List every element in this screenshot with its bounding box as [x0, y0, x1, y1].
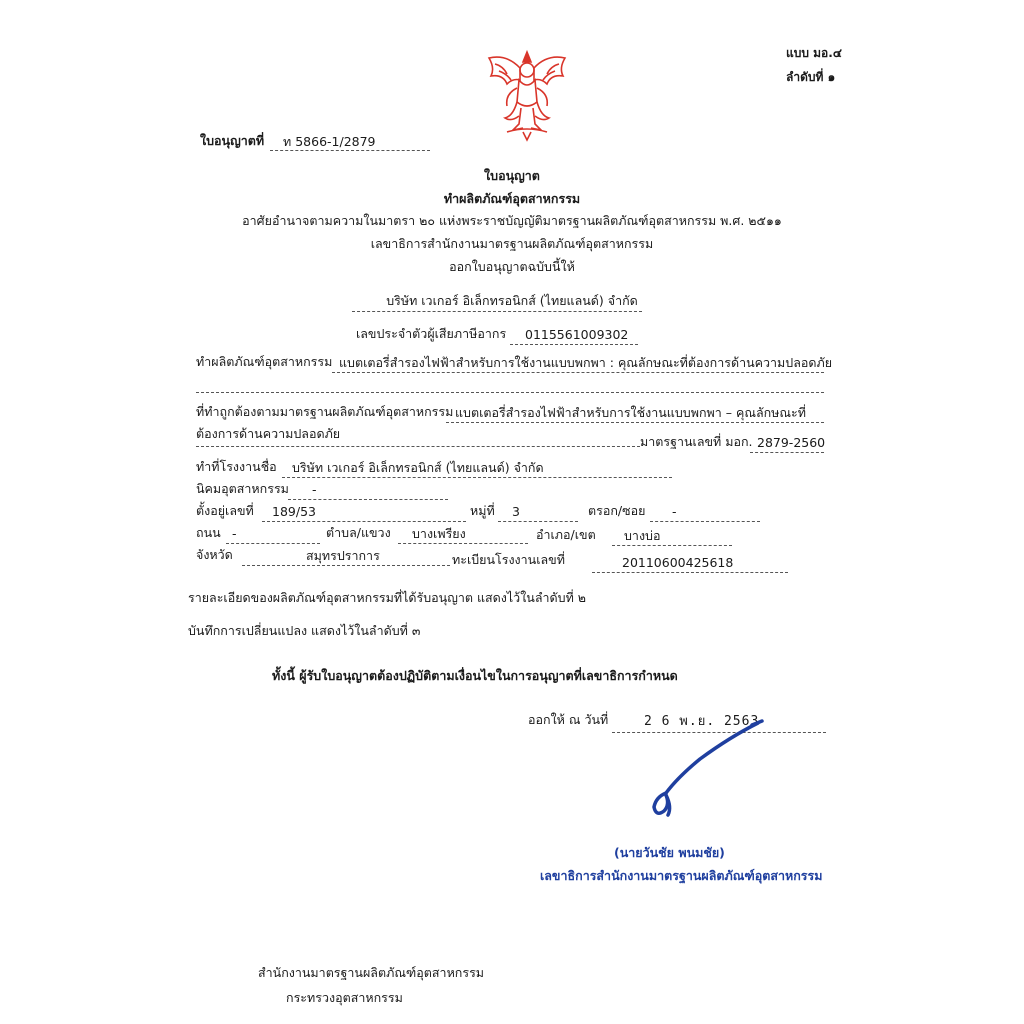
- garuda-emblem-icon: [477, 44, 577, 144]
- product-line: [332, 372, 824, 373]
- province-line: [242, 565, 450, 566]
- secretary-line: เลขาธิการสำนักงานมาตรฐานผลิตภัณฑ์อุตสาหกรรม: [370, 236, 654, 251]
- changes-note: บันทึกการเปลี่ยนแปลง แสดงไว้ในลำดับที่ ๓: [188, 623, 421, 638]
- reg-label: ทะเบียนโรงงานเลขที่: [452, 552, 565, 567]
- standard-value-2: ต้องการด้านความปลอดภัย: [196, 426, 341, 441]
- signer-name: (นายวันชัย พนมชัย): [614, 845, 725, 860]
- road-value: -: [232, 526, 237, 541]
- signature-image: [640, 715, 770, 825]
- reg-value: 20110600425618: [622, 555, 734, 570]
- doc-title: ใบอนุญาต: [484, 168, 540, 183]
- standard-no-value: 2879-2560: [757, 435, 826, 450]
- authority-line: อาศัยอำนาจตามความในมาตรา ๒๐ แห่งพระราชบัญญัติมาตรฐานผลิตภัณฑ์อุตสาหกรรม พ.ศ. ๒๕๑๑: [242, 213, 782, 228]
- addr-line: [262, 521, 466, 522]
- soi-line: [650, 521, 760, 522]
- factory-name-value: บริษัท เวเกอร์ อิเล็กทรอนิกส์ (ไทยแลนด์) จำกัด: [292, 460, 544, 475]
- province-label: จังหวัด: [196, 547, 233, 562]
- estate-value: -: [312, 482, 317, 497]
- moo-value: 3: [512, 504, 520, 519]
- issued-label: ออกให้ ณ วันที่: [528, 712, 609, 727]
- issued-date-stamp: 2 6 พ.ย. 2563: [644, 714, 760, 729]
- province-value: สมุทรปราการ: [306, 548, 380, 563]
- company-name: บริษัท เวเกอร์ อิเล็กทรอนิกส์ (ไทยแลนด์) จำกัด: [386, 293, 638, 308]
- standard-line-1: [446, 422, 824, 423]
- license-no-value: ท 5866-1/2879: [283, 134, 376, 149]
- tax-id-label: เลขประจำตัวผู้เสียภาษีอากร: [356, 326, 507, 341]
- standard-line-2: [196, 446, 640, 447]
- footer-office: สำนักงานมาตรฐานผลิตภัณฑ์อุตสาหกรรม: [258, 965, 485, 980]
- standard-value-1: แบตเตอรี่สำรองไฟฟ้าสำหรับการใช้งานแบบพกพา – คุณลักษณะที่: [455, 405, 806, 420]
- soi-label: ตรอก/ซอย: [588, 503, 646, 518]
- doc-subtitle: ทำผลิตภัณฑ์อุตสาหกรรม: [443, 191, 581, 206]
- tax-id-value: 0115561009302: [525, 327, 629, 342]
- soi-value: -: [672, 504, 677, 519]
- product-line-2: [196, 392, 824, 393]
- estate-line: [288, 499, 448, 500]
- addr-value: 189/53: [272, 504, 316, 519]
- addr-label: ตั้งอยู่เลขที่: [196, 503, 254, 518]
- license-no-line: [270, 150, 430, 151]
- signer-title: เลขาธิการสำนักงานมาตรฐานผลิตภัณฑ์อุตสาหกรรม: [540, 868, 823, 883]
- reg-line: [592, 572, 788, 573]
- moo-line: [498, 521, 578, 522]
- moo-label: หมู่ที่: [470, 503, 495, 518]
- standard-no-label: มาตรฐานเลขที่ มอก.: [640, 434, 753, 449]
- subdistrict-value: บางเพรียง: [412, 526, 466, 541]
- footer-ministry: กระทรวงอุตสาหกรรม: [286, 990, 403, 1005]
- condition-text: ทั้งนี้ ผู้รับใบอนุญาตต้องปฏิบัติตามเงื่อนไขในการอนุญาตที่เลขาธิการกำหนด: [272, 668, 678, 683]
- estate-label: นิคมอุตสาหกรรม: [196, 481, 289, 496]
- road-label: ถนน: [196, 525, 221, 540]
- factory-name-label: ทำที่โรงงานชื่อ: [196, 459, 277, 474]
- standard-label: ที่ทำถูกต้องตามมาตรฐานผลิตภัณฑ์อุตสาหกรรม: [196, 404, 454, 419]
- road-line: [226, 543, 320, 544]
- tax-id-line: [510, 344, 638, 345]
- issue-line: ออกใบอนุญาตฉบับนี้ให้: [449, 259, 575, 274]
- form-code: แบบ มอ.๔: [786, 46, 842, 60]
- product-value: แบตเตอรี่สำรองไฟฟ้าสำหรับการใช้งานแบบพกพา : คุณลักษณะที่ต้องการด้านความปลอดภัย: [339, 355, 833, 370]
- subdistrict-line: [398, 543, 528, 544]
- license-no-label: ใบอนุญาตที่: [200, 133, 265, 148]
- district-label: อำเภอ/เขต: [536, 527, 596, 542]
- subdistrict-label: ตำบล/แขวง: [326, 525, 391, 540]
- district-line: [612, 545, 732, 546]
- standard-no-line: [750, 452, 824, 453]
- company-line: [352, 311, 642, 312]
- factory-name-line: [282, 477, 672, 478]
- details-note: รายละเอียดของผลิตภัณฑ์อุตสาหกรรมที่ได้รับอนุญาต แสดงไว้ในลำดับที่ ๒: [188, 590, 587, 605]
- district-value: บางบ่อ: [624, 528, 661, 543]
- product-label: ทำผลิตภัณฑ์อุตสาหกรรม: [196, 354, 333, 369]
- form-order: ลำดับที่ ๑: [786, 70, 836, 84]
